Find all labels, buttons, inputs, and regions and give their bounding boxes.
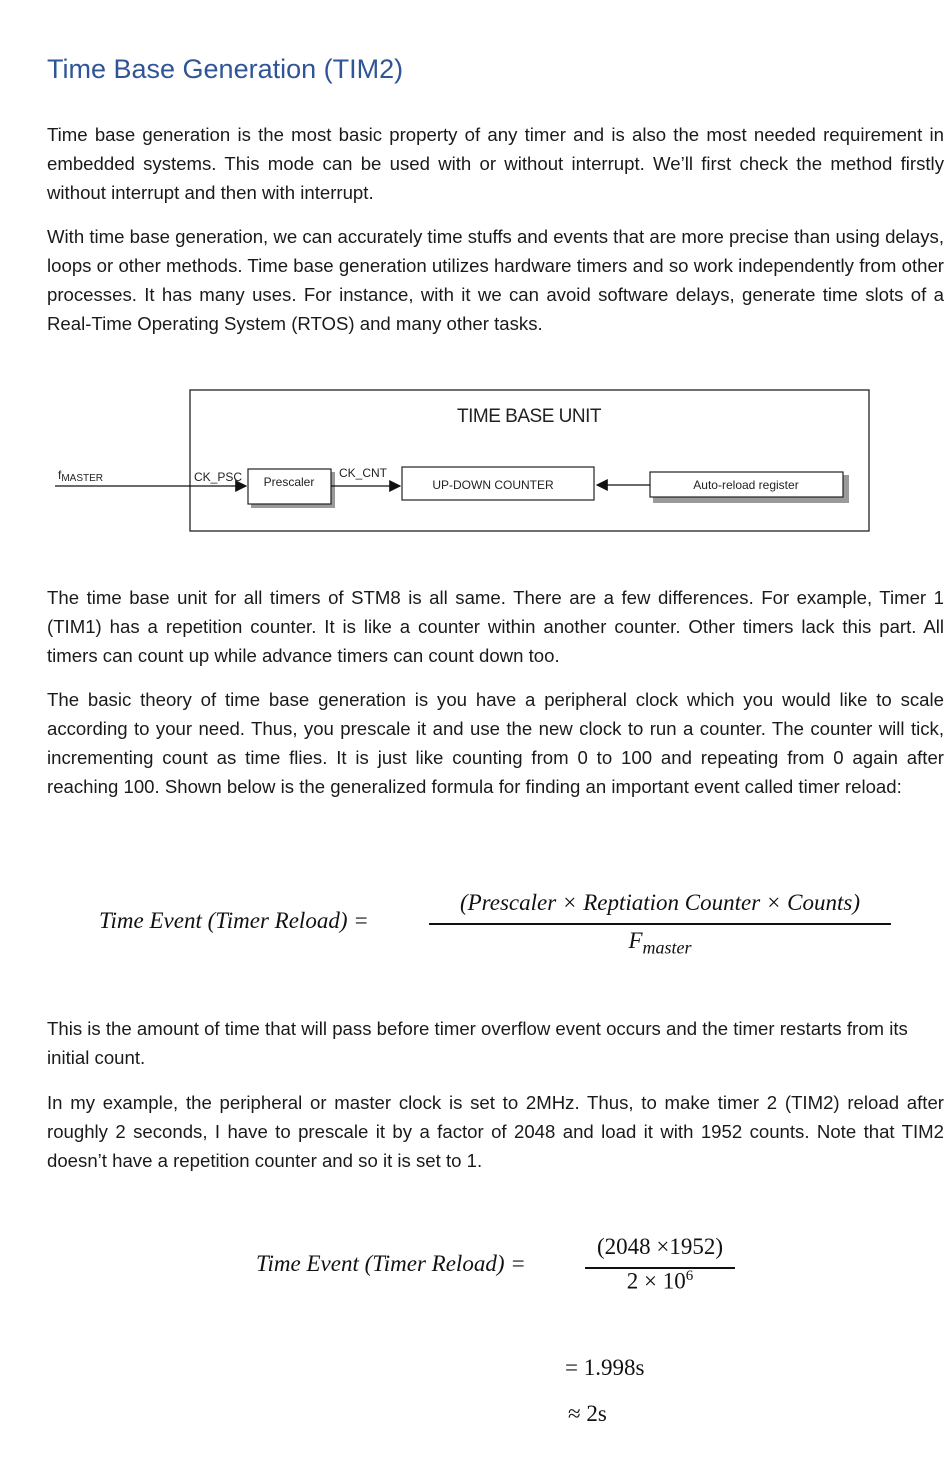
autoreload-label: Auto-reload register: [693, 478, 799, 492]
paragraph-theory: The basic theory of time base generation is you have a peripheral clock which you would like to scale according to your need. Thus, you prescale it and use the new clock to run a counter. The counter will tick, incrementing count as time flies. It is just like counting from 0 to 100 and repeating from 0 again after reaching 100. Shown below is the generalized formula for finding an important event called timer reload:: [47, 689, 944, 797]
formula-example-result: = 1.998s: [565, 1355, 645, 1380]
ck-psc-label: CK_PSC: [194, 470, 243, 484]
ck-cnt-label: CK_CNT: [339, 466, 388, 480]
page-title: Time Base Generation (TIM2): [47, 54, 404, 84]
formula-example-approx: ≈ 2s: [568, 1401, 607, 1426]
fmaster-label: fMASTER: [58, 468, 104, 484]
formula-general-fraction-bar: [429, 923, 891, 925]
diagram-title: TIME BASE UNIT: [457, 406, 601, 427]
formula-example-numerator: (2048 ×1952): [596, 1234, 724, 1259]
paragraph-uses: With time base generation, we can accurately time stuffs and events that are more precise than using delays, loops or other methods. Time base generation utilizes hardware timers and so work independently from other processes. It has many uses. For instance, with it we can avoid software delays, generate time slots of a Real-Time Operating System (RTOS) and many other tasks.: [47, 226, 944, 334]
paragraph-intro: Time base generation is the most basic property of any timer and is also the most needed requirement in embedded systems. This mode can be used with or without interrupt. We’ll first check the method firstly without interrupt and then with interrupt.: [47, 124, 944, 203]
paragraph-overflow: This is the amount of time that will pass before timer overflow event occurs and the timer restarts from its initial count.: [47, 1018, 908, 1068]
formula-general-lhs: Time Event (Timer Reload) =: [99, 908, 369, 933]
counter-label: UP-DOWN COUNTER: [432, 478, 554, 492]
time-base-unit-diagram: [0, 380, 950, 545]
paragraph-example: In my example, the peripheral or master clock is set to 2MHz. Thus, to make timer 2 (TIM2) reload after roughly 2 seconds, I have to prescale it by a factor of 2048 and load it with 1952 counts. Note that TIM2 doesn’t have a repetition counter and so it is set to 1.: [47, 1092, 944, 1171]
formula-general-numerator: (Prescaler × Reptiation Counter × Counts): [459, 890, 861, 915]
prescaler-label: Prescaler: [263, 475, 315, 489]
formula-general-denominator: $F_{master}$: [628, 928, 692, 958]
formula-example-denominator: $2 \times 10^6$: [626, 1268, 694, 1294]
formula-example-lhs: Time Event (Timer Reload) =: [256, 1251, 526, 1276]
paragraph-stm8: The time base unit for all timers of STM8 is all same. There are a few differences. For example, Timer 1 (TIM1) has a repetition counter. It is like a counter within another counter. Other timers lack this part. All timers can count up while advance timers can count down too.: [47, 587, 944, 666]
